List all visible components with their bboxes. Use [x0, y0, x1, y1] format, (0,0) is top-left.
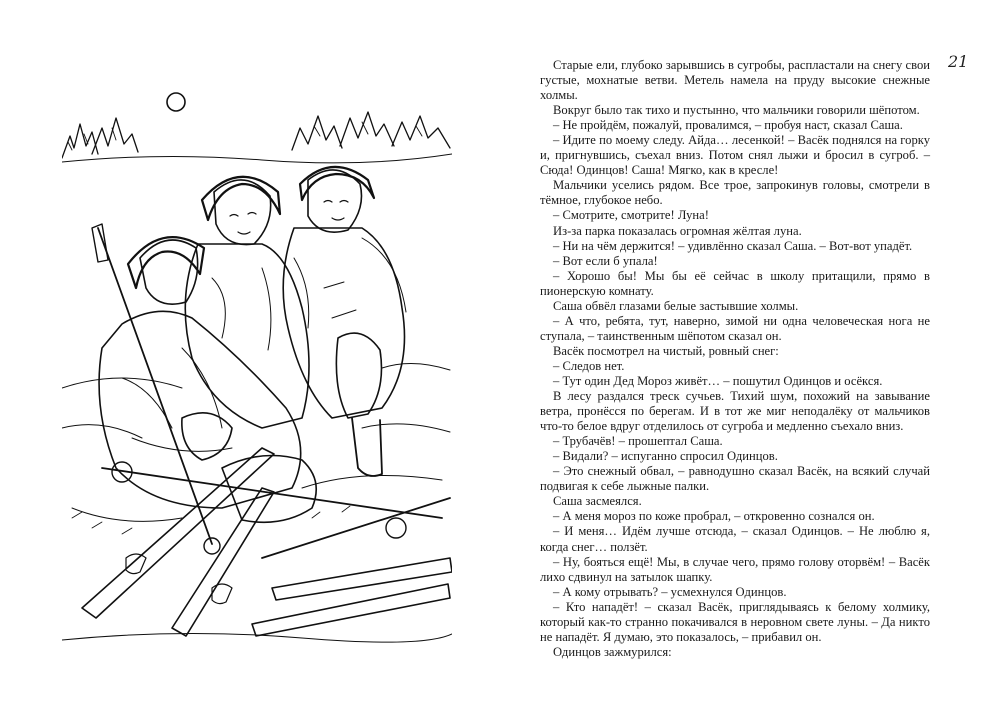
forest-sketch [62, 112, 452, 163]
paragraph: – Это снежный обвал, – равнодушно сказал Васёк, на всякий случай подвигая к себе лыжные палки. [540, 464, 930, 494]
paragraph: – Кто нападёт! – сказал Васёк, приглядываясь к белому холмику, который как-то странно покачивался в неровном свете луны. – Да никто не нападёт. Я думаю, это показалось, – прибавил он. [540, 599, 930, 644]
boy-middle-sketch [185, 177, 309, 428]
paragraph: – И меня… Идём лучше отсюда, – сказал Одинцов. – Не люблю я, когда снег… ползёт. [540, 524, 930, 554]
paragraph: – Смотрите, смотрите! Луна! [553, 208, 709, 223]
paragraph: – А что, ребята, тут, наверно, зимой ни одна человеческая нога не ступала, – таинственным шёпотом сказал он. [540, 313, 930, 343]
paragraph: – Хорошо бы! Мы бы её сейчас в школу притащили, прямо в пионерскую комнату. [540, 268, 930, 298]
paragraph: – Идите по моему следу. Айда… лесенкой! – Васёк поднялся на горку и, пригнувшись, съехал вниз. Потом снял лыжи и бросил в сугроб. – Сюда! Одинцов! Саша! Мягко, как в кресле! [540, 133, 930, 178]
paragraph: Старые ели, глубоко зарывшись в сугробы, распластали на снегу свои густые, мохнатые ветви. Метель намела на пруду высокие снежные холмы. [540, 58, 930, 103]
moon-icon [167, 93, 185, 111]
boy-right-sketch [283, 167, 406, 476]
page-number: 21 [948, 52, 969, 71]
paragraph: – А меня мороз по коже пробрал, – откровенно сознался он. [553, 509, 875, 524]
paragraph: Васёк посмотрел на чистый, ровный снег: [553, 343, 779, 358]
paragraph: – Ни на чём держится! – удивлённо сказал Саша. – Вот-вот упадёт. [553, 238, 913, 253]
paragraph: Вокруг было так тихо и пустынно, что мальчики говорили шёпотом. [553, 103, 920, 118]
illustration-sketch [62, 88, 452, 648]
body-text [540, 58, 930, 660]
paragraph: – Тут один Дед Мороз живёт… – пошутил Одинцов и осёкся. [553, 373, 883, 388]
paragraph: Мальчики уселись рядом. Все трое, запрокинув головы, смотрели в тёмное, глубокое небо. [540, 178, 930, 208]
paragraph: – Ну, бояться ещё! Мы, в случае чего, прямо голову оторвём! – Васёк лихо сдвинул на затылок шапку. [540, 554, 930, 584]
paragraph: – А кому отрывать? – усмехнулся Одинцов. [553, 584, 787, 599]
paragraph: Саша засмеялся. [553, 494, 642, 509]
paragraph: – Видали? – испуганно спросил Одинцов. [553, 449, 778, 464]
paragraph: В лесу раздался треск сучьев. Тихий шум, похожий на завывание ветра, пронёсся по берегам. И в тот же миг неподалёку от мальчиков что-то белое вдруг отделилось от сугроба и медленно съехало вниз. [540, 389, 930, 434]
right-page [500, 0, 1000, 712]
paragraph: – Вот если б упала! [553, 253, 658, 268]
snow-ground-sketch [62, 363, 450, 534]
paragraph: – Следов нет. [553, 358, 625, 373]
paragraph: – Трубачёв! – прошептал Саша. [553, 434, 723, 449]
paragraph: Из-за парка показалась огромная жёлтая луна. [553, 223, 802, 238]
paragraph: Одинцов зажмурился: [553, 644, 672, 659]
paragraph: – Не пройдём, пожалуй, провалимся, – пробуя наст, сказал Саша. [553, 118, 903, 133]
paragraph: Саша обвёл глазами белые застывшие холмы. [553, 298, 799, 313]
skis-sketch [62, 448, 452, 642]
